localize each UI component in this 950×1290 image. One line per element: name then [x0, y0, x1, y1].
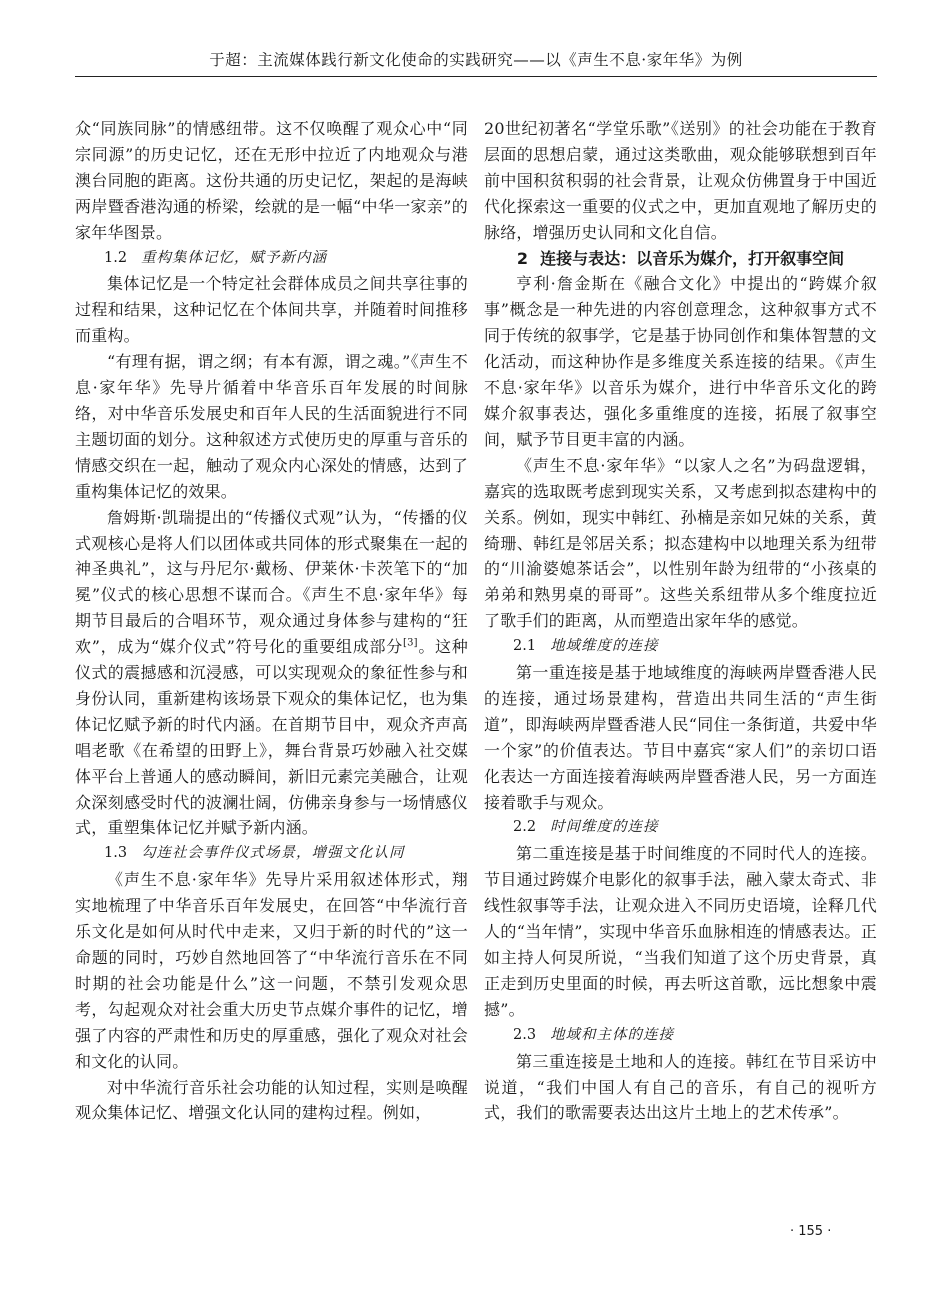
section-title: 时间维度的连接: [550, 819, 659, 836]
paragraph: “有理有据，谓之纲；有本有源，谓之魂。”《声生不息·家年华》先导片循着中华音乐百年发展的时间脉络，对中华音乐发展史和百年人民的生活面貌进行不同主题切面的划分。这种叙述方式使历史的厚重与音乐的情感交织在一起，触动了观众内心深处的情感，达到了重构集体记忆的效果。: [75, 352, 468, 501]
section-title: 连接与表达：以音乐为媒介，打开叙事空间: [540, 248, 845, 268]
paragraph: 第三重连接是土地和人的连接。韩红在节目采访中说道，“我们中国人有自己的音乐，有自己的视听方式，我们的歌需要表达出这片土地上的艺术传承”。: [484, 1051, 877, 1123]
right-column: [484, 116, 877, 1126]
section-number: 1.2: [104, 249, 128, 266]
left-column: [75, 116, 468, 1126]
paragraph: 对中华流行音乐社会功能的认知过程，实则是唤醒观众集体记忆、增强文化认同的建构过程。例如，: [75, 1077, 468, 1123]
section-heading-2: [484, 246, 877, 272]
section-heading-1-2: [75, 246, 468, 272]
section-heading-1-3: [75, 841, 468, 867]
section-number: 2.1: [513, 638, 537, 655]
section-title: 重构集体记忆，赋予新内涵: [141, 249, 328, 266]
page-number: · 155 ·: [790, 1224, 832, 1239]
paragraph: 第一重连接是基于地域维度的海峡两岸暨香港人民的连接，通过场景建构，营造出共同生活的“声生街道”，即海峡两岸暨香港人民“同住一条街道，共爱中华一个家”的价值表达。节目中嘉宾“家人们”的亲切口语化表达一方面连接着海峡两岸暨香港人民，另一方面连接着歌手与观众。: [484, 663, 877, 812]
paragraph: 《声生不息·家年华》“以家人之名”为码盘逻辑，嘉宾的选取既考虑到现实关系，又考虑到拟态建构中的关系。例如，现实中韩红、孙楠是亲如兄妹的关系，黄绮珊、韩红是邻居关系；拟态建构中以地理关系为纽带的“川渝婆媳茶话会”，以性别年龄为纽带的“小孩桌的弟弟和熟男桌的哥哥”。这些关系纽带从多个维度拉近了歌手们的距离，从而塑造出家年华的感觉。: [484, 455, 877, 631]
section-title: 勾连社会事件仪式场景，增强文化认同: [141, 845, 405, 862]
section-heading-2-1: [484, 634, 877, 660]
section-heading-2-2: [484, 815, 877, 841]
paragraph-text: 詹姆斯·凯瑞提出的“传播仪式观”认为，“传播的仪式观核心是将人们以团体或共同体的形式聚集在一起的神圣典礼”，这与丹尼尔·戴杨、伊莱休·卡茨笔下的“加冕”仪式的核心思想不谋而合。《声生不息·家年华》每期节目最后的合唱环节，观众通过身体参与建构的“狂欢”，成为“媒介仪式”符号化的重要组成部分: [75, 507, 468, 657]
paragraph: [75, 505, 468, 842]
section-number: 2: [516, 248, 529, 268]
paragraph: 《声生不息·家年华》先导片采用叙述体形式，翔实地梳理了中华音乐百年发展史，在回答“中华流行音乐文化是如何从时代中走来，又归于新的时代的”这一命题的同时，巧妙自然地回答了“中华流行音乐在不同时期的社会功能是什么”这一问题，不禁引发观众思考，勾起观众对社会重大历史节点媒介事件的记忆，增强了内容的严肃性和历史的厚重感，强化了观众对社会和文化的认同。: [75, 870, 468, 1071]
header-rule: [75, 76, 877, 77]
paragraph-text: 。这种仪式的震撼感和沉浸感，可以实现观众的象征性参与和身份认同，重新建构该场景下观众的集体记忆，也为集体记忆赋予新的时代内涵。在首期节目中，观众齐声高唱老歌《在希望的田野上》，舞台背景巧妙融入社交媒体平台上普通人的感动瞬间，新旧元素完美融合，让观众深刻感受时代的波澜壮阔，仿佛亲身参与一场情感仪式，重塑集体记忆并赋予新内涵。: [75, 637, 468, 838]
paragraph: 亨利·詹金斯在《融合文化》中提出的“跨媒介叙事”概念是一种先进的内容创意理念，这种叙事方式不同于传统的叙事学，它是基于协同创作和集体智慧的文化活动，而这种协作是多维度关系连接的结果。《声生不息·家年华》以音乐为媒介，进行中华音乐文化的跨媒介叙事表达，强化多重维度的连接，拓展了叙事空间，赋予节目更丰富的内涵。: [484, 274, 877, 449]
section-title: 地域维度的连接: [550, 638, 659, 655]
paragraph: 第二重连接是基于时间维度的不同时代人的连接。节目通过跨媒介电影化的叙事手法，融入蒙太奇式、非线性叙事等手法，让观众进入不同历史语境，诠释几代人的“当年情”，实现中华音乐血脉相连的情感表达。正如主持人何炅所说，“当我们知道了这个历史背景，真正走到历史里面的时候，再去听这首歌，远比想象中震撼”。: [484, 844, 877, 1019]
section-heading-2-3: [484, 1023, 877, 1049]
section-number: 1.3: [104, 845, 128, 862]
paragraph: 集体记忆是一个特定社会群体成员之间共享往事的过程和结果，这种记忆在个体间共享，并随着时间推移而重构。: [75, 274, 468, 346]
section-title: 地域和主体的连接: [550, 1026, 675, 1043]
section-number: 2.3: [513, 1026, 537, 1043]
running-header: 于超：主流媒体践行新文化使命的实践研究——以《声生不息·家年华》为例: [209, 51, 743, 69]
paragraph: 20世纪初著名“学堂乐歌”《送别》的社会功能在于教育层面的思想启蒙，通过这类歌曲，观众能够联想到百年前中国积贫积弱的社会背景，让观众仿佛置身于中国近代化探索这一重要的仪式之中，更加直观地了解历史的脉络，增强历史认同和文化自信。: [484, 119, 877, 242]
paragraph: 众“同族同脉”的情感纽带。这不仅唤醒了观众心中“同宗同源”的历史记忆，还在无形中拉近了内地观众与港澳台同胞的距离。这份共通的历史记忆，架起的是海峡两岸暨香港沟通的桥梁，绘就的是一幅“中华一家亲”的家年华图景。: [75, 119, 468, 242]
citation-reference: [3]: [403, 637, 418, 649]
section-number: 2.2: [513, 819, 537, 836]
